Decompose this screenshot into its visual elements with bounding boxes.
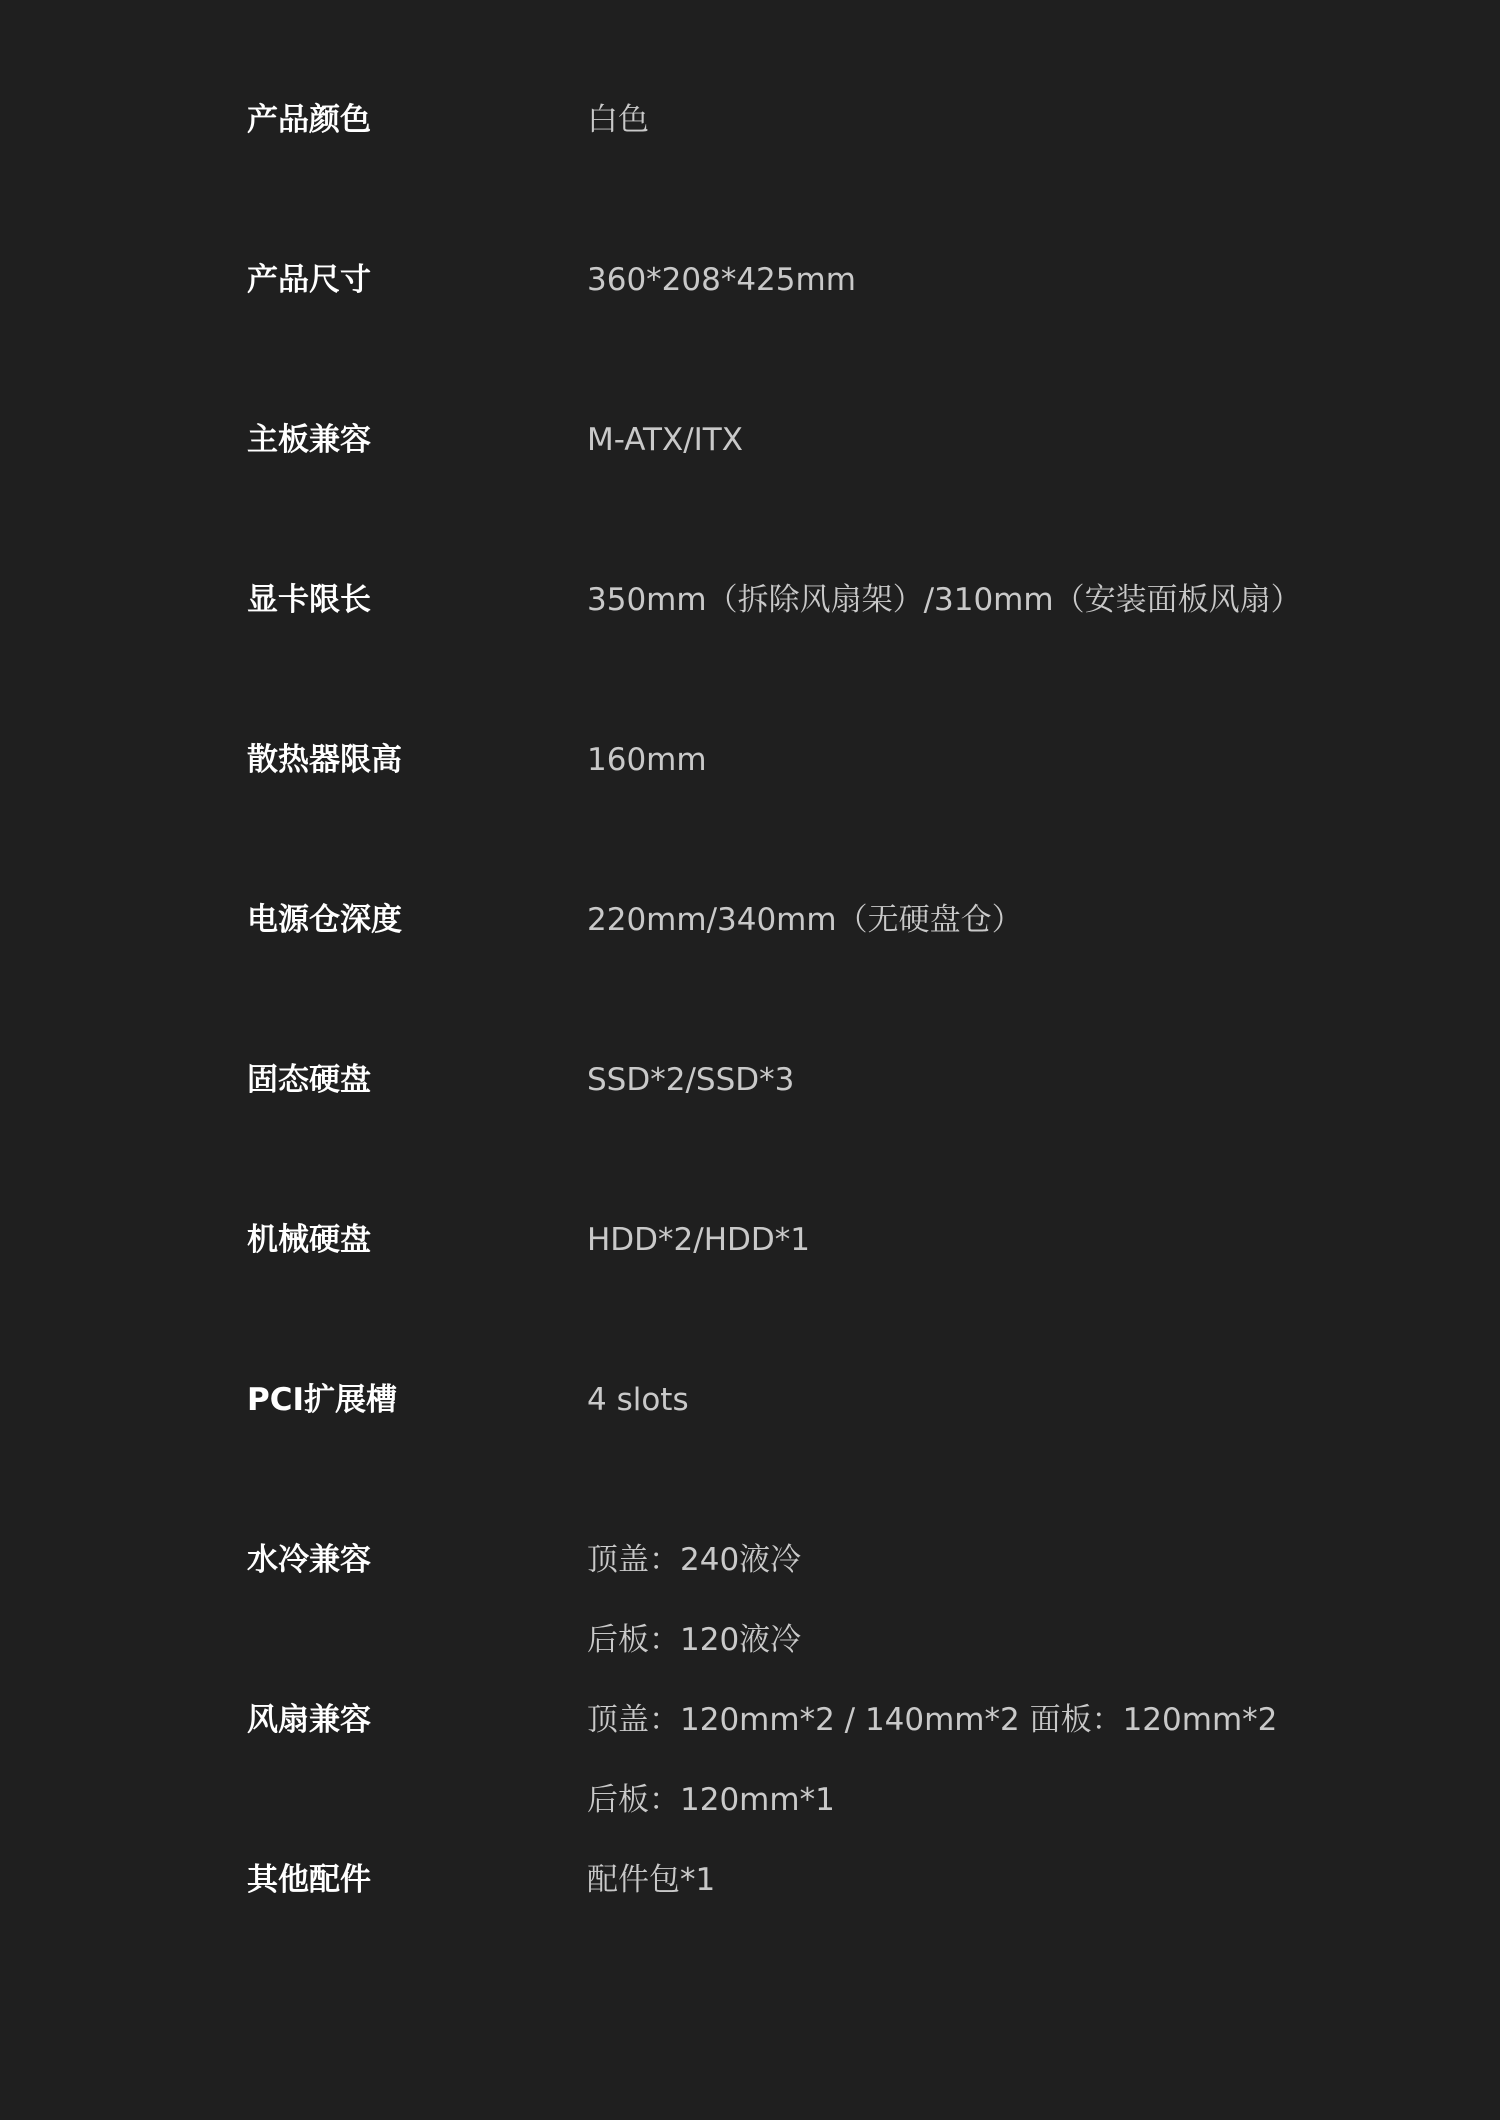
- spec-value-motherboard: M-ATX/ITX: [587, 422, 743, 458]
- spec-label-liquid-cooling: 水冷兼容: [247, 1542, 371, 1578]
- spec-label-size: 产品尺寸: [247, 262, 371, 298]
- spec-label-ssd: 固态硬盘: [247, 1062, 371, 1098]
- spec-value-hdd: HDD*2/HDD*1: [587, 1222, 810, 1258]
- spec-value-ssd: SSD*2/SSD*3: [587, 1062, 795, 1098]
- spec-value-color: 白色: [587, 102, 649, 138]
- spec-value-fans-top-front: 顶盖：120mm*2 / 140mm*2 面板：120mm*2: [587, 1702, 1278, 1738]
- spec-value-psu-depth: 220mm/340mm（无硬盘仓）: [587, 902, 1023, 938]
- spec-label-accessories: 其他配件: [247, 1862, 371, 1898]
- spec-label-hdd: 机械硬盘: [247, 1222, 371, 1258]
- spec-value-liquid-cooling-top: 顶盖：240液冷: [587, 1542, 802, 1578]
- spec-label-motherboard: 主板兼容: [247, 422, 371, 458]
- spec-value-size: 360*208*425mm: [587, 262, 856, 298]
- spec-label-pci-slots: PCI扩展槽: [247, 1382, 398, 1418]
- spec-value-pci-slots: 4 slots: [587, 1382, 689, 1418]
- spec-label-fans: 风扇兼容: [247, 1702, 371, 1738]
- spec-label-psu-depth: 电源仓深度: [247, 902, 402, 938]
- spec-value-liquid-cooling-rear: 后板：120液冷: [587, 1622, 802, 1658]
- spec-label-cooler-height: 散热器限高: [247, 742, 402, 778]
- spec-value-fans-rear: 后板：120mm*1: [587, 1782, 835, 1818]
- spec-label-gpu-length: 显卡限长: [247, 582, 371, 618]
- spec-value-gpu-length: 350mm（拆除风扇架）/310mm（安装面板风扇）: [587, 582, 1302, 618]
- spec-value-cooler-height: 160mm: [587, 742, 707, 778]
- spec-label-color: 产品颜色: [247, 102, 371, 138]
- spec-value-accessories: 配件包*1: [587, 1862, 716, 1898]
